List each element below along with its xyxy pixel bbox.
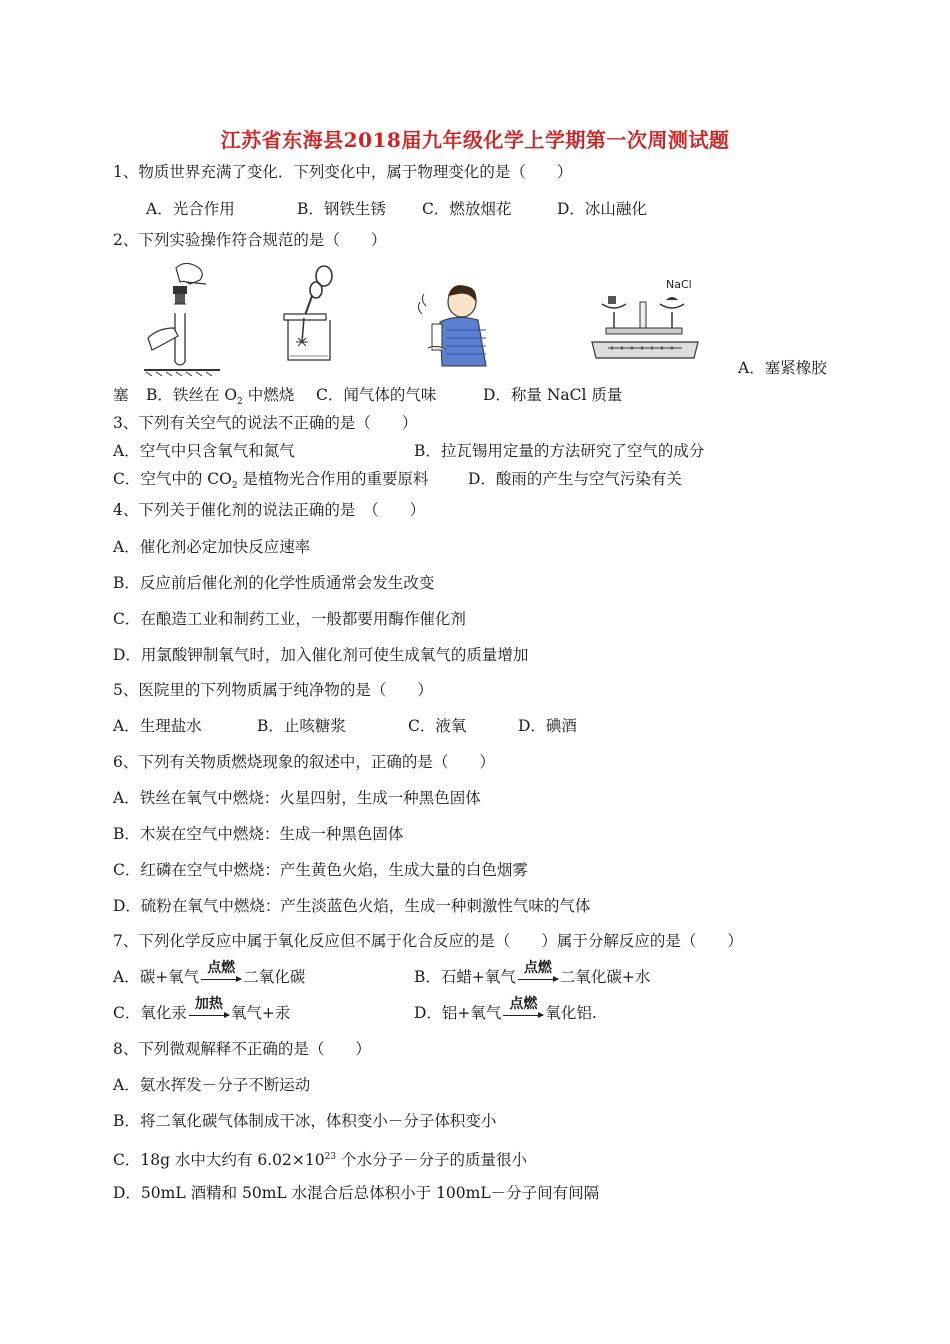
question-7-option-c: C．氧化汞 加热 氧气+汞 [113, 996, 291, 1022]
question-8-option-b: B．将二氧化碳气体制成干冰，体积变小－分子体积变小 [113, 1112, 497, 1130]
question-3-stem: 3、下列有关空气的说法不正确的是（ ） [113, 414, 418, 432]
question-5-option-b: B．止咳糖浆 [257, 717, 346, 735]
nacl-label: NaCl [666, 278, 692, 291]
figure-iron-burning [272, 262, 344, 366]
question-1-option-c: C．燃放烟花 [422, 200, 512, 218]
question-3-option-c: C．空气中的 $CO_2$ 是植物光合作用的重要原料 [113, 470, 429, 492]
question-4-option-d: D．用氯酸钾制氧气时，加入催化剂可使生成氧气的质量增加 [113, 646, 529, 664]
question-2-stem: 2、下列实验操作符合规范的是（ ） [113, 231, 387, 249]
question-3-option-b: B．拉瓦锡用定量的方法研究了空气的成分 [414, 442, 705, 460]
question-6-option-b: B．木炭在空气中燃烧：生成一种黑色固体 [113, 825, 404, 843]
page-title: 江苏省东海县2018届九年级化学上学期第一次周测试题 [220, 128, 730, 152]
question-8-stem: 8、下列微观解释不正确的是（ ） [113, 1040, 371, 1058]
question-3-option-a: A．空气中只含氧气和氮气 [113, 442, 295, 460]
question-7-option-a: A．碳+氧气 点燃 二氧化碳 [113, 960, 306, 986]
question-3-option-d: D．酸雨的产生与空气污染有关 [468, 470, 682, 488]
question-8-option-c: C．18g 水中大约有 $6.02\times 10^{23}$ 个水分子－分子的质量很小 [113, 1151, 527, 1170]
question-1-stem: 1、物质世界充满了变化．下列变化中，属于物理变化的是（ ） [113, 163, 573, 181]
question-5-option-a: A．生理盐水 [113, 717, 202, 735]
question-4-option-a: A．催化剂必定加快反应速率 [113, 538, 311, 556]
question-6-option-a: A．铁丝在氧气中燃烧：火星四射，生成一种黑色固体 [113, 789, 481, 807]
question-2-option-a-tail: 塞 [113, 386, 129, 404]
question-1-option-b: B．钢铁生锈 [297, 200, 386, 218]
question-4-option-b: B．反应前后催化剂的化学性质通常会发生改变 [113, 574, 435, 592]
question-6-stem: 6、下列有关物质燃烧现象的叙述中，正确的是（ ） [113, 753, 495, 771]
figure-insert-stopper [140, 258, 222, 376]
question-6-option-d: D．硫粉在氧气中燃烧：产生淡蓝色火焰，生成一种刺激性气味的气体 [113, 897, 591, 915]
question-4-stem: 4、下列关于催化剂的说法正确的是 （ ） [113, 501, 426, 519]
figure-balance-nacl [588, 272, 702, 364]
question-2-option-d: D．称量 NaCl 质量 [483, 386, 623, 404]
figure-smell-gas [412, 278, 494, 370]
question-2-option-b: B．铁丝在 $O_2$ 中燃烧 [146, 386, 295, 408]
question-4-option-c: C．在酿造工业和制药工业，一般都要用酶作催化剂 [113, 610, 466, 628]
question-5-option-c: C．液氧 [408, 717, 467, 735]
question-5-stem: 5、医院里的下列物质属于纯净物的是（ ） [113, 681, 433, 699]
question-1-option-d: D．冰山融化 [557, 200, 647, 218]
question-2-option-a-head: A．塞紧橡胶 [738, 359, 827, 377]
question-1-option-a: A．光合作用 [146, 200, 235, 218]
question-7-option-d: D．铝+氧气 点燃 氧化铝. [414, 996, 597, 1022]
question-2-option-c: C．闻气体的气味 [316, 386, 437, 404]
question-8-option-d: D．50mL 酒精和 50mL 水混合后总体积小于 100mL－分子间有间隔 [113, 1184, 600, 1202]
question-8-option-a: A．氨水挥发－分子不断运动 [113, 1076, 311, 1094]
question-7-stem: 7、下列化学反应中属于氧化反应但不属于化合反应的是（ ）属于分解反应的是（ ） [113, 932, 743, 950]
question-7-option-b: B．石蜡+氧气 点燃 二氧化碳+水 [414, 960, 651, 986]
question-5-option-d: D．碘酒 [518, 717, 577, 735]
question-6-option-c: C．红磷在空气中燃烧：产生黄色火焰，生成大量的白色烟雾 [113, 861, 528, 879]
